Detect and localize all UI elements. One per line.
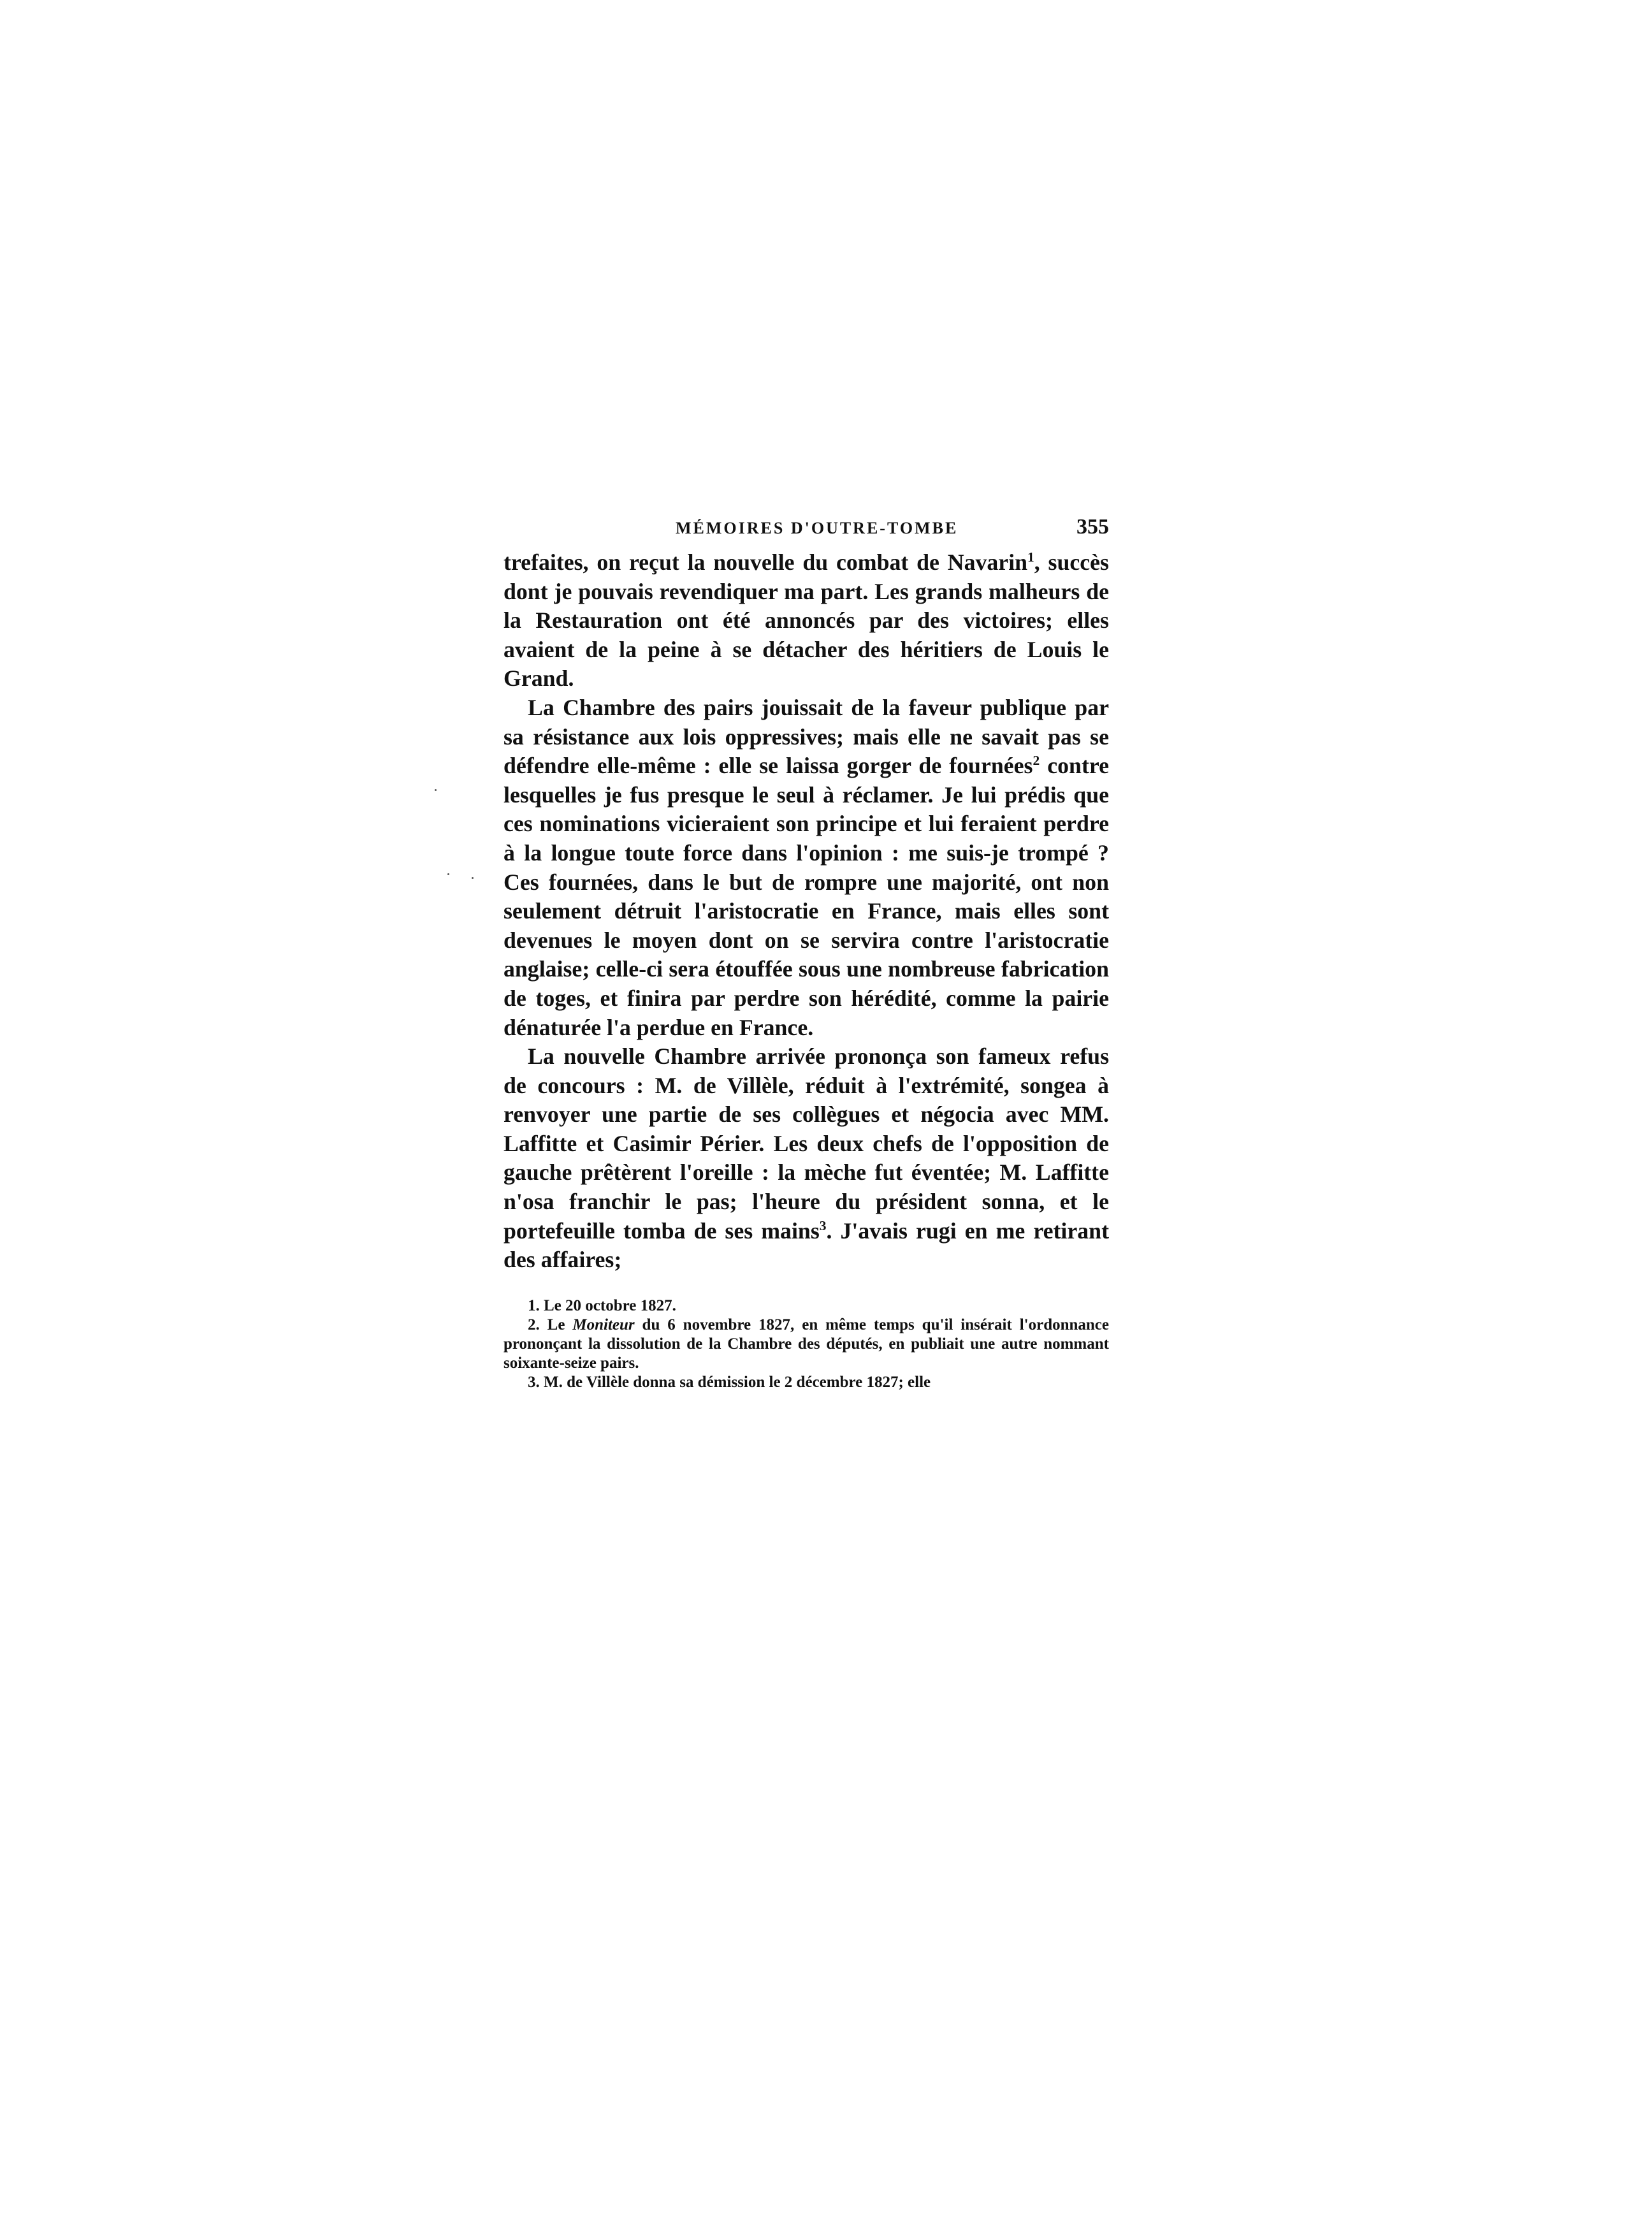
body-text: [504, 548, 1109, 1275]
paragraph: La Chambre des pairs jouissait de la faveur publique par sa résistance aux lois oppressives; mais elle ne savait pas se défendre elle-même : elle se laissa gorger de fournées$^2$ contre lesquelles je fus presque le seul à réclamer. Je lui prédis que ces nominations vicieraient son principe et lui feraient perdre à la longue toute force dans l'opinion : me suis-je trompé ? Ces fournées, dans le but de rompre une majorité, ont non seulement détruit l'aristocratie en France, mais elles sont devenues le moyen dont on se servira contre l'aristocratie anglaise; celle-ci sera étouffée sous une nombreuse fabrication de toges, et finira par perdre son hérédité, comme la pairie dénaturée l'a perdue en France.: [504, 694, 1109, 1040]
footnotes: [504, 1296, 1109, 1392]
margin-speck: [472, 877, 474, 879]
book-page: [504, 515, 1109, 1392]
footnote-2: 2. Le Moniteur du 6 novembre 1827, en même temps qu'il insérait l'ordonnance prononçant la dissolution de la Chambre des députés, en publiait une autre nommant soixante-seize pairs.: [504, 1316, 1109, 1372]
footnote-ref: 1: [1027, 549, 1034, 565]
footnote-3: 3. M. de Villèle donna sa démission le 2 décembre 1827; elle: [528, 1373, 931, 1391]
paragraph: trefaites, on reçut la nouvelle du combat de Navarin$^1$, succès dont je pouvais revendiquer ma part. Les grands malheurs de la Restauration ont été annoncés par des victoires; elles avaient de la peine à se détacher des héritiers de Louis le Grand.: [504, 549, 1109, 692]
margin-speck: [435, 789, 437, 791]
page-number: 355: [1076, 515, 1109, 539]
running-title: MÉMOIRES D'OUTRE-TOMBE: [676, 519, 959, 537]
running-header: [504, 515, 1109, 548]
paragraph: La nouvelle Chambre arrivée prononça son fameux refus de concours : M. de Villèle, réduit à l'extrémité, songea à renvoyer une partie de ses collègues et négocia avec MM. Laffitte et Casimir Périer. Les deux chefs de l'opposition de gauche prêtèrent l'oreille : la mèche fut éventée; M. Laffitte n'osa franchir le pas; l'heure du président sonna, et le portefeuille tomba de ses mains$^3$. J'avais rugi en me retirant des affaires;: [504, 1043, 1109, 1273]
footnote-ref: 3: [819, 1217, 827, 1233]
footnote-ref: 2: [1032, 753, 1040, 769]
footnote-1: 1. Le 20 octobre 1827.: [528, 1296, 676, 1314]
margin-speck: [447, 873, 449, 875]
